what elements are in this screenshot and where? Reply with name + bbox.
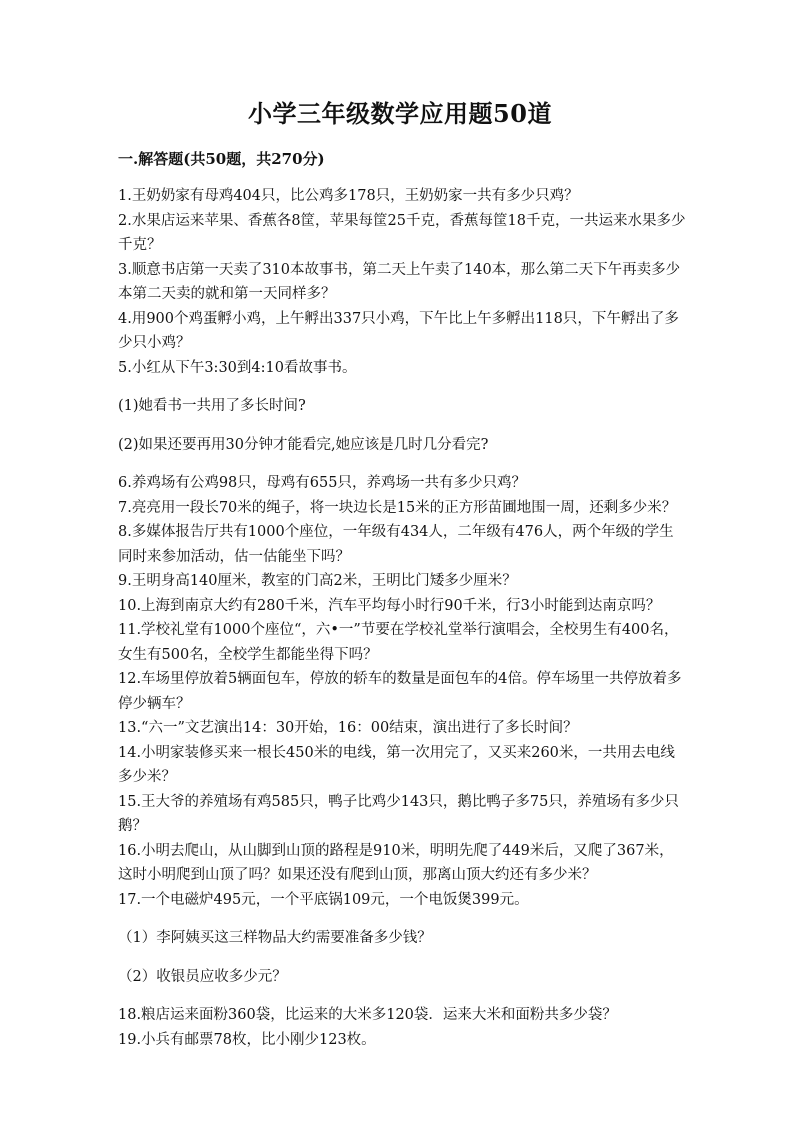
document-title: 小学三年级数学应用题50道 bbox=[248, 99, 552, 128]
question-13: 13.“六一”文艺演出14：30开始，16：00结束，演出进行了多长时间？ bbox=[118, 720, 578, 736]
question-14: 14.小明家装修买来一根长450米的电线，第一次用完了，又买来260米，一共用去电线多少米？ bbox=[118, 744, 675, 785]
question-1: 1.王奶奶家有母鸡404只，比公鸡多178只，王奶奶家一共有多少只鸡？ bbox=[118, 188, 579, 204]
question-17-part-2: （2）收银员应收多少元？ bbox=[118, 968, 287, 985]
question-10: 10.上海到南京大约有280千米，汽车平均每小时行90千米，行3小时能到达南京吗？ bbox=[118, 597, 661, 614]
question-5: 5.小红从下午3:30到4:10看故事书。 bbox=[118, 359, 357, 376]
question-7: 7.亮亮用一段长70米的绳子，将一块边长是15米的正方形苗圃地围一周，还剩多少米？ bbox=[118, 499, 677, 516]
question-19: 19.小兵有邮票78枚，比小刚少123枚。 bbox=[118, 1031, 376, 1048]
section-heading: 一.解答题(共50题，共270分) bbox=[118, 150, 325, 168]
question-18: 18.粮店运来面粉360袋，比运来的大米多120袋．运来大米和面粉共多少袋？ bbox=[118, 1007, 617, 1023]
question-17-part-1: （1）李阿姨买这三样物品大约需要准备多少钱？ bbox=[118, 930, 432, 946]
question-16: 16.小明去爬山，从山脚到山顶的路程是910米，明明先爬了449米后，又爬了367米，这时小明爬到山顶了吗？如果还没有爬到山顶，那离山顶大约还有多少米？ bbox=[118, 842, 674, 883]
question-3: 3.顺意书店第一天卖了310本故事书，第二天上午卖了140本，那么第二天下午再卖多少本第二天卖的就和第一天同样多？ bbox=[118, 261, 681, 302]
question-11: 11.学校礼堂有1000个座位“，六•一”节要在学校礼堂举行演唱会，全校男生有400名，女生有500名，全校学生都能坐得下吗？ bbox=[118, 622, 679, 663]
question-2: 2.水果店运来苹果、香蕉各8筐，苹果每筐25千克，香蕉每筐18千克，一共运来水果多少千克？ bbox=[118, 212, 686, 253]
question-4: 4.用900个鸡蛋孵小鸡，上午孵出337只小鸡，下午比上午多孵出118只，下午孵出了多少只小鸡？ bbox=[118, 310, 679, 351]
question-15: 15.王大爷的养殖场有鸡585只，鸭子比鸡少143只，鹅比鸭子多75只，养殖场有多少只鹅？ bbox=[118, 793, 679, 834]
question-9: 9.王明身高140厘米，教室的门高2米，王明比门矮多少厘米？ bbox=[118, 573, 517, 589]
question-list bbox=[118, 184, 686, 1052]
question-8: 8.多媒体报告厅共有1000个座位，一年级有434人，二年级有476人，两个年级的学生同时来参加活动，估一估能坐下吗？ bbox=[118, 524, 674, 565]
question-17: 17.一个电磁炉495元，一个平底锅109元，一个电饭煲399元。 bbox=[118, 891, 529, 908]
question-5-part-1: (1)她看书一共用了多长时间? bbox=[118, 398, 306, 414]
question-6: 6.养鸡场有公鸡98只，母鸡有655只，养鸡场一共有多少只鸡？ bbox=[118, 475, 526, 491]
question-5-part-2: (2)如果还要再用30分钟才能看完,她应该是几时几分看完? bbox=[118, 436, 489, 453]
question-12: 12.车场里停放着5辆面包车，停放的轿车的数量是面包车的4倍。停车场里一共停放着多停少辆车？ bbox=[118, 671, 682, 712]
